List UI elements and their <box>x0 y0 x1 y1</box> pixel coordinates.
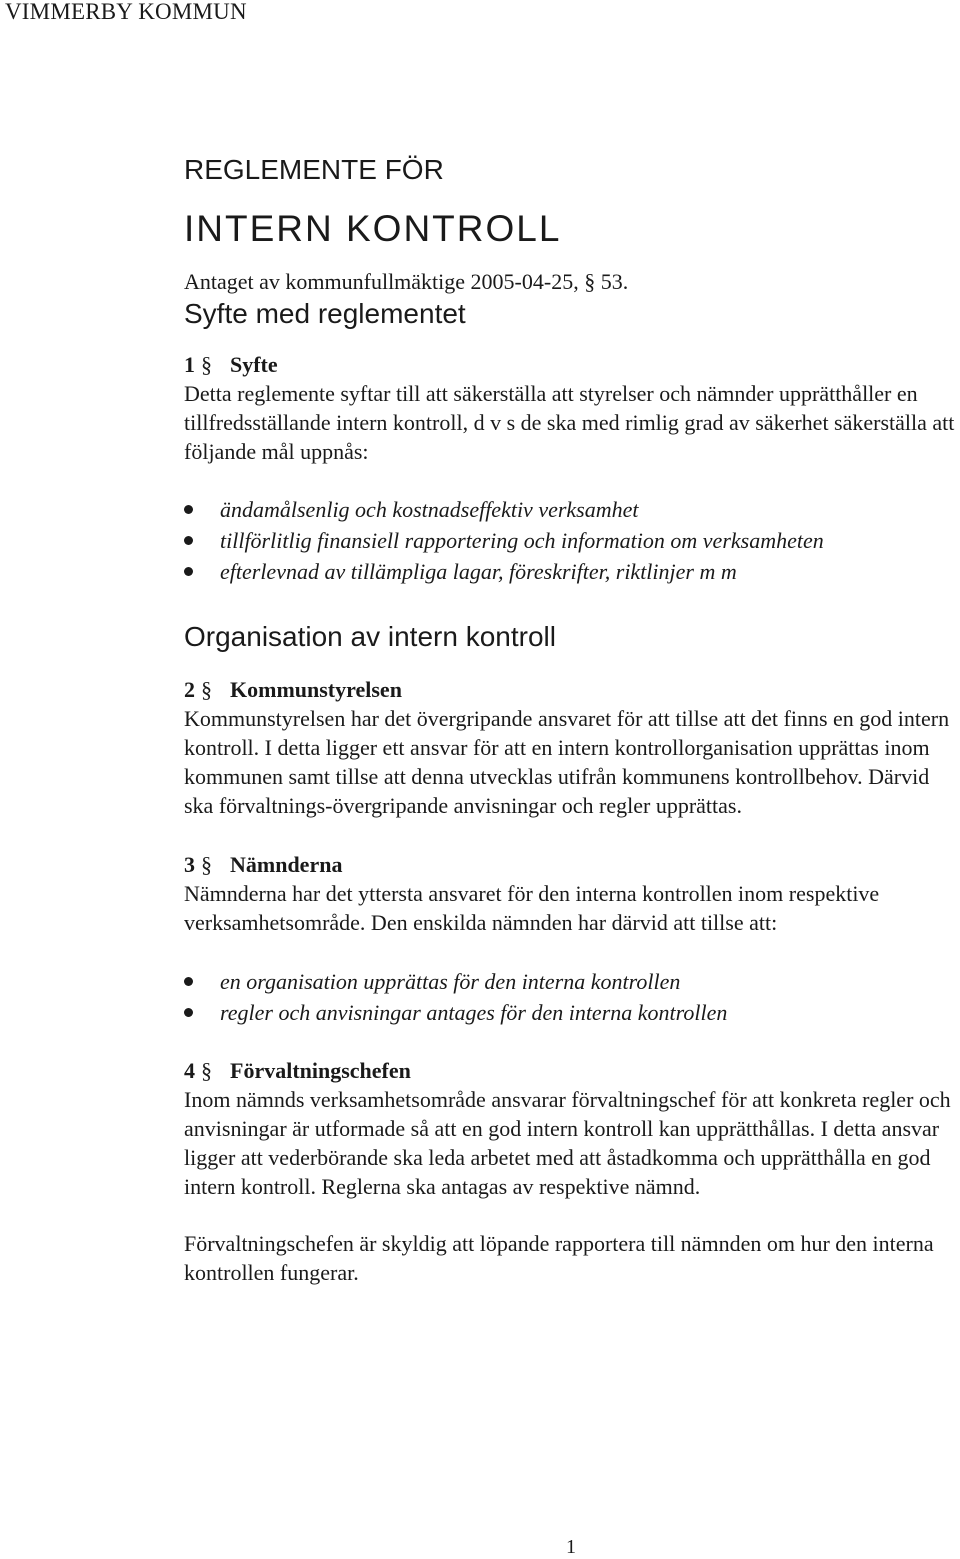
paragraph-number: 4 <box>184 1058 195 1083</box>
paragraph-title: Kommunstyrelsen <box>230 677 402 702</box>
list-item-text: efterlevnad av tillämpliga lagar, föreskrifter, riktlinjer m m <box>220 559 737 584</box>
purpose-goal-list <box>184 494 956 587</box>
paragraph-3 <box>184 850 956 1028</box>
section-sign: § <box>201 352 212 377</box>
paragraph-4-text: Inom nämnds verksamhetsområde ansvarar förvaltningschef för att konkreta regler och anvisningar är utformade så att en god intern kontroll kan upprätthållas. I detta ansvar ligger att vederbörande ska leda arbetet med att åstadkomma och upprätthålla en god intern kontroll. Reglerna ska antagas av respektive nämnd. <box>184 1087 951 1199</box>
paragraph-number: 1 <box>184 352 195 377</box>
paragraph-number: 2 <box>184 677 195 702</box>
paragraph-1-heading <box>184 350 956 379</box>
list-item-text: regler och anvisningar antages för den interna kontrollen <box>220 1000 728 1025</box>
section-sign: § <box>201 852 212 877</box>
page-number: 1 <box>566 1536 576 1558</box>
list-item <box>184 525 956 556</box>
paragraph-4-text-2: Förvaltningschefen är skyldig att löpande rapportera till nämnden om hur den interna kontrollen fungerar. <box>184 1231 934 1285</box>
list-item <box>184 966 956 997</box>
paragraph-3-text: Nämnderna har det yttersta ansvaret för den interna kontrollen inom respektive verksamhetsområde. Den enskilda nämnden har därvid att tillse att: <box>184 881 880 935</box>
list-item-text: ändamålsenlig och kostnadseffektiv verksamhet <box>220 497 639 522</box>
paragraph-2 <box>184 675 956 820</box>
list-item <box>184 556 956 587</box>
document-content <box>184 150 956 1287</box>
paragraph-title: Nämnderna <box>230 852 343 877</box>
paragraph-1-text: Detta reglemente syftar till att säkerställa att styrelser och nämnder upprätthåller en tillfredsställande intern kontroll, d v s de ska med rimlig grad av säkerhet säkerställa att följande mål uppnås: <box>184 381 955 464</box>
list-item <box>184 494 956 525</box>
bullet-icon <box>184 567 193 576</box>
paragraph-4 <box>184 1056 956 1287</box>
paragraph-title: Syfte <box>230 352 278 377</box>
paragraph-2-text: Kommunstyrelsen har det övergripande ansvaret för att tillse att det finns en god intern kontroll. I detta ligger ett ansvar för att en intern kontrollorganisation upprättas inom kommunen samt tillse att denna utvecklas utifrån kommunens kontrollbehov. Därvid ska förvaltnings-övergripande anvisningar och regler upprättas. <box>184 706 950 818</box>
document-title-line2: INTERN KONTROLL <box>184 208 562 249</box>
organization-header: VIMMERBY KOMMUN <box>5 0 247 24</box>
bullet-icon <box>184 1008 193 1017</box>
paragraph-number: 3 <box>184 852 195 877</box>
paragraph-3-heading <box>184 850 956 879</box>
bullet-icon <box>184 505 193 514</box>
bullet-icon <box>184 536 193 545</box>
section-heading-organisation: Organisation av intern kontroll <box>184 621 556 652</box>
list-item-text: en organisation upprättas för den interna kontrollen <box>220 969 681 994</box>
paragraph-title: Förvaltningschefen <box>230 1058 411 1083</box>
paragraph-2-heading <box>184 675 956 704</box>
list-item <box>184 997 956 1028</box>
list-item-text: tillförlitlig finansiell rapportering och information om verksamheten <box>220 528 824 553</box>
adoption-note: Antaget av kommunfullmäktige 2005-04-25, § 53. <box>184 269 629 294</box>
bullet-icon <box>184 977 193 986</box>
paragraph-4-heading <box>184 1056 956 1085</box>
document-title-line1: REGLEMENTE FÖR <box>184 154 444 185</box>
board-duty-list <box>184 966 956 1028</box>
section-heading-purpose: Syfte med reglementet <box>184 298 466 329</box>
paragraph-1 <box>184 350 956 587</box>
section-sign: § <box>201 677 212 702</box>
section-sign: § <box>201 1058 212 1083</box>
